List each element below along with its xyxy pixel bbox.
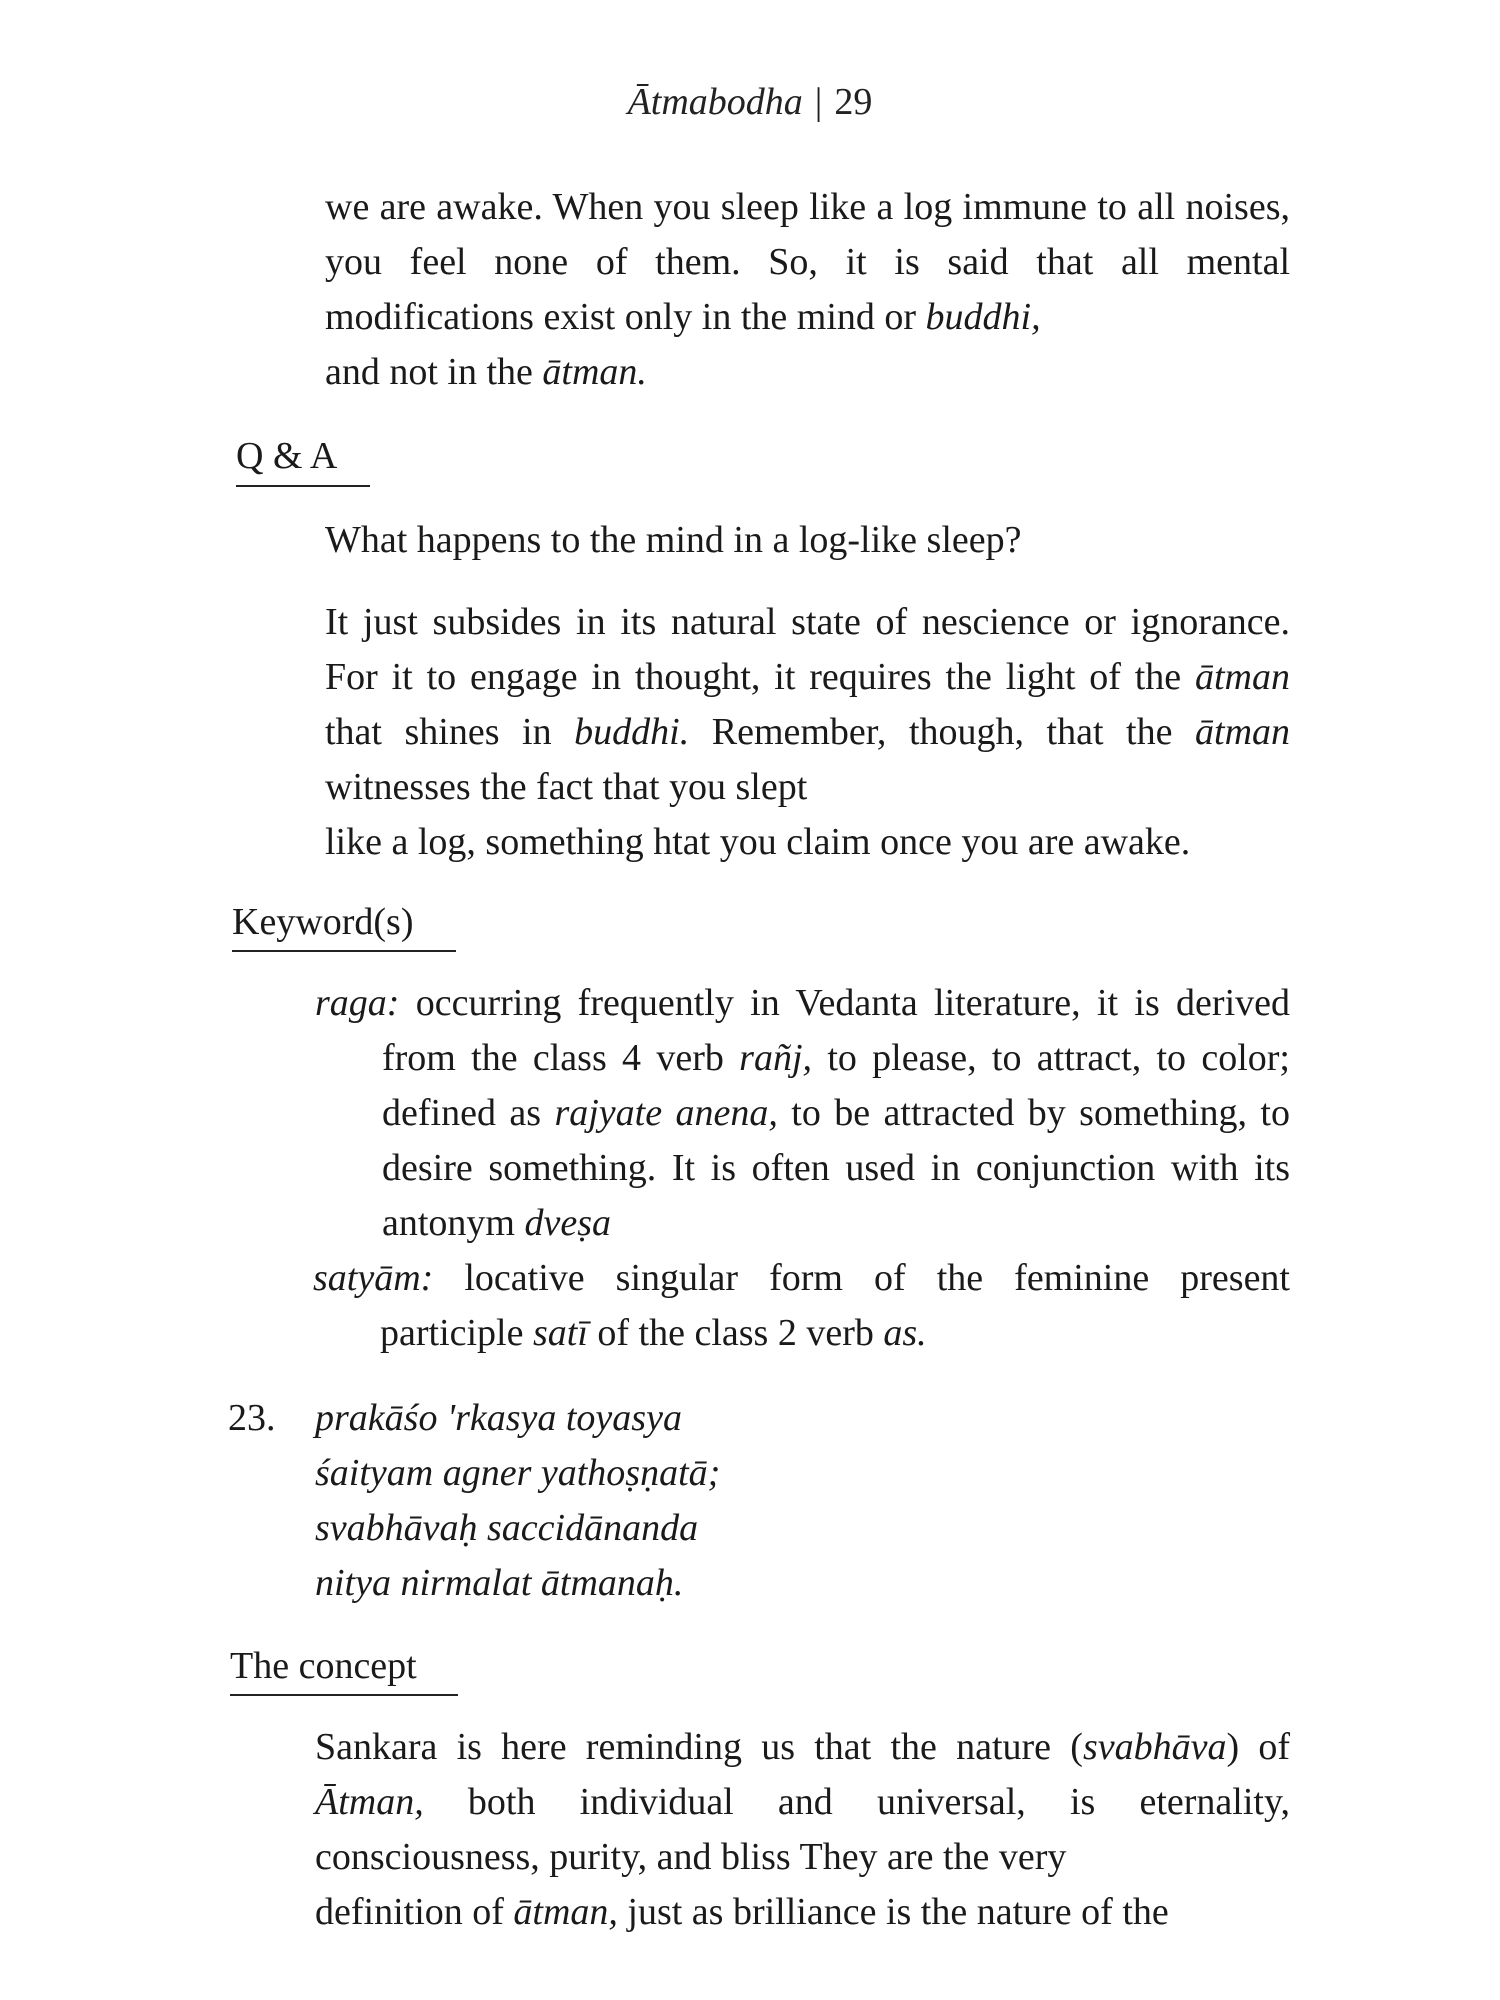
qa-heading-rule [236,485,370,487]
page-number: 29 [834,81,873,123]
keyword-satyam-italic-2: as. [883,1312,927,1354]
qa-answer [325,595,1290,870]
keyword-raga-text-1: occurring frequently in Vedanta literature, it is derived from the class 4 verb [382,982,1290,1079]
intro-italic-2: ātman. [542,351,647,393]
concept-heading: The concept [230,1645,417,1687]
concept-italic-1: svabhāva [1082,1726,1227,1768]
verse-line-2: śaityam agner yathoṣṇatā; [315,1452,721,1494]
qa-answer-text-3: Remember, though, that the [689,711,1196,753]
keyword-satyam-text-1: locative singular form of the feminine present participle [380,1257,1290,1354]
keyword-term-satyam: satyām: [313,1257,434,1299]
qa-answer-last-line: like a log, something htat you claim once you are awake. [325,821,1191,863]
verse-line-4: nitya nirmalat ātmanaḥ. [315,1562,684,1604]
keyword-satyam-text-2: of the class 2 verb [587,1312,884,1354]
concept-heading-rule [230,1694,458,1696]
keyword-raga-text-3: to be attracted by something, to desire something. It is often used in conjunction with its antonym [382,1092,1290,1244]
qa-question: What happens to the mind in a log-like sleep? [325,519,1022,561]
qa-answer-text-2: that shines in [325,711,575,753]
book-title: Ātmabodha [627,81,803,123]
verse-line-3: svabhāvaḥ saccidānanda [315,1507,699,1549]
qa-answer-italic-1: ātman [1195,656,1290,698]
intro-text-1: we are awake. When you sleep like a log immune to all noises, you feel none of them. So, it is said that all mental modifications exist only in the mind or [325,186,1290,338]
qa-answer-text-1: It just subsides in its natural state of nescience or ignorance. For it to engage in thought, it requires the light of the [325,601,1290,698]
keyword-raga-italic-1: rañj, [739,1037,813,1079]
running-header [0,80,1500,124]
concept-paragraph [315,1720,1290,1940]
keyword-raga-text-2: to please, to attract, to color; defined as [382,1037,1290,1134]
intro-text-2: and not in the [325,351,543,393]
concept-italic-2: Ātman, [315,1781,424,1823]
keywords-heading-rule [232,950,456,952]
verse-number: 23. [228,1397,276,1439]
qa-answer-italic-3: ātman [1195,711,1291,753]
keyword-raga-italic-3: dveṣa [524,1202,612,1244]
verse-line-1: prakāśo 'rkasya toyasya [315,1397,682,1439]
concept-text-5: just as brilliance is the nature of the [617,1891,1169,1933]
intro-paragraph [325,180,1290,400]
keyword-term-raga: raga: [315,982,400,1024]
concept-text-1: Sankara is here reminding us that the nature ( [315,1726,1083,1768]
header-separator: | [814,81,823,123]
qa-answer-italic-2: buddhi. [574,711,690,753]
concept-text-4: definition of [315,1891,514,1933]
concept-italic-3: ātman, [513,1891,618,1933]
keywords-heading: Keyword(s) [232,901,414,943]
keyword-satyam-italic-1: satī [532,1312,588,1354]
keyword-entry-raga [315,976,1290,1251]
keyword-entry-satyam [313,1251,1290,1361]
qa-answer-text-4: witnesses the fact that you slept [325,766,808,808]
qa-heading: Q & A [236,435,338,477]
concept-text-2: ) of [1226,1726,1291,1768]
concept-text-3: both individual and universal, is eternality, consciousness, purity, and bliss They are the very [315,1781,1290,1878]
keyword-raga-italic-2: rajyate anena, [554,1092,778,1134]
intro-italic-1: buddhi, [925,296,1041,338]
verse-text [315,1391,720,1611]
